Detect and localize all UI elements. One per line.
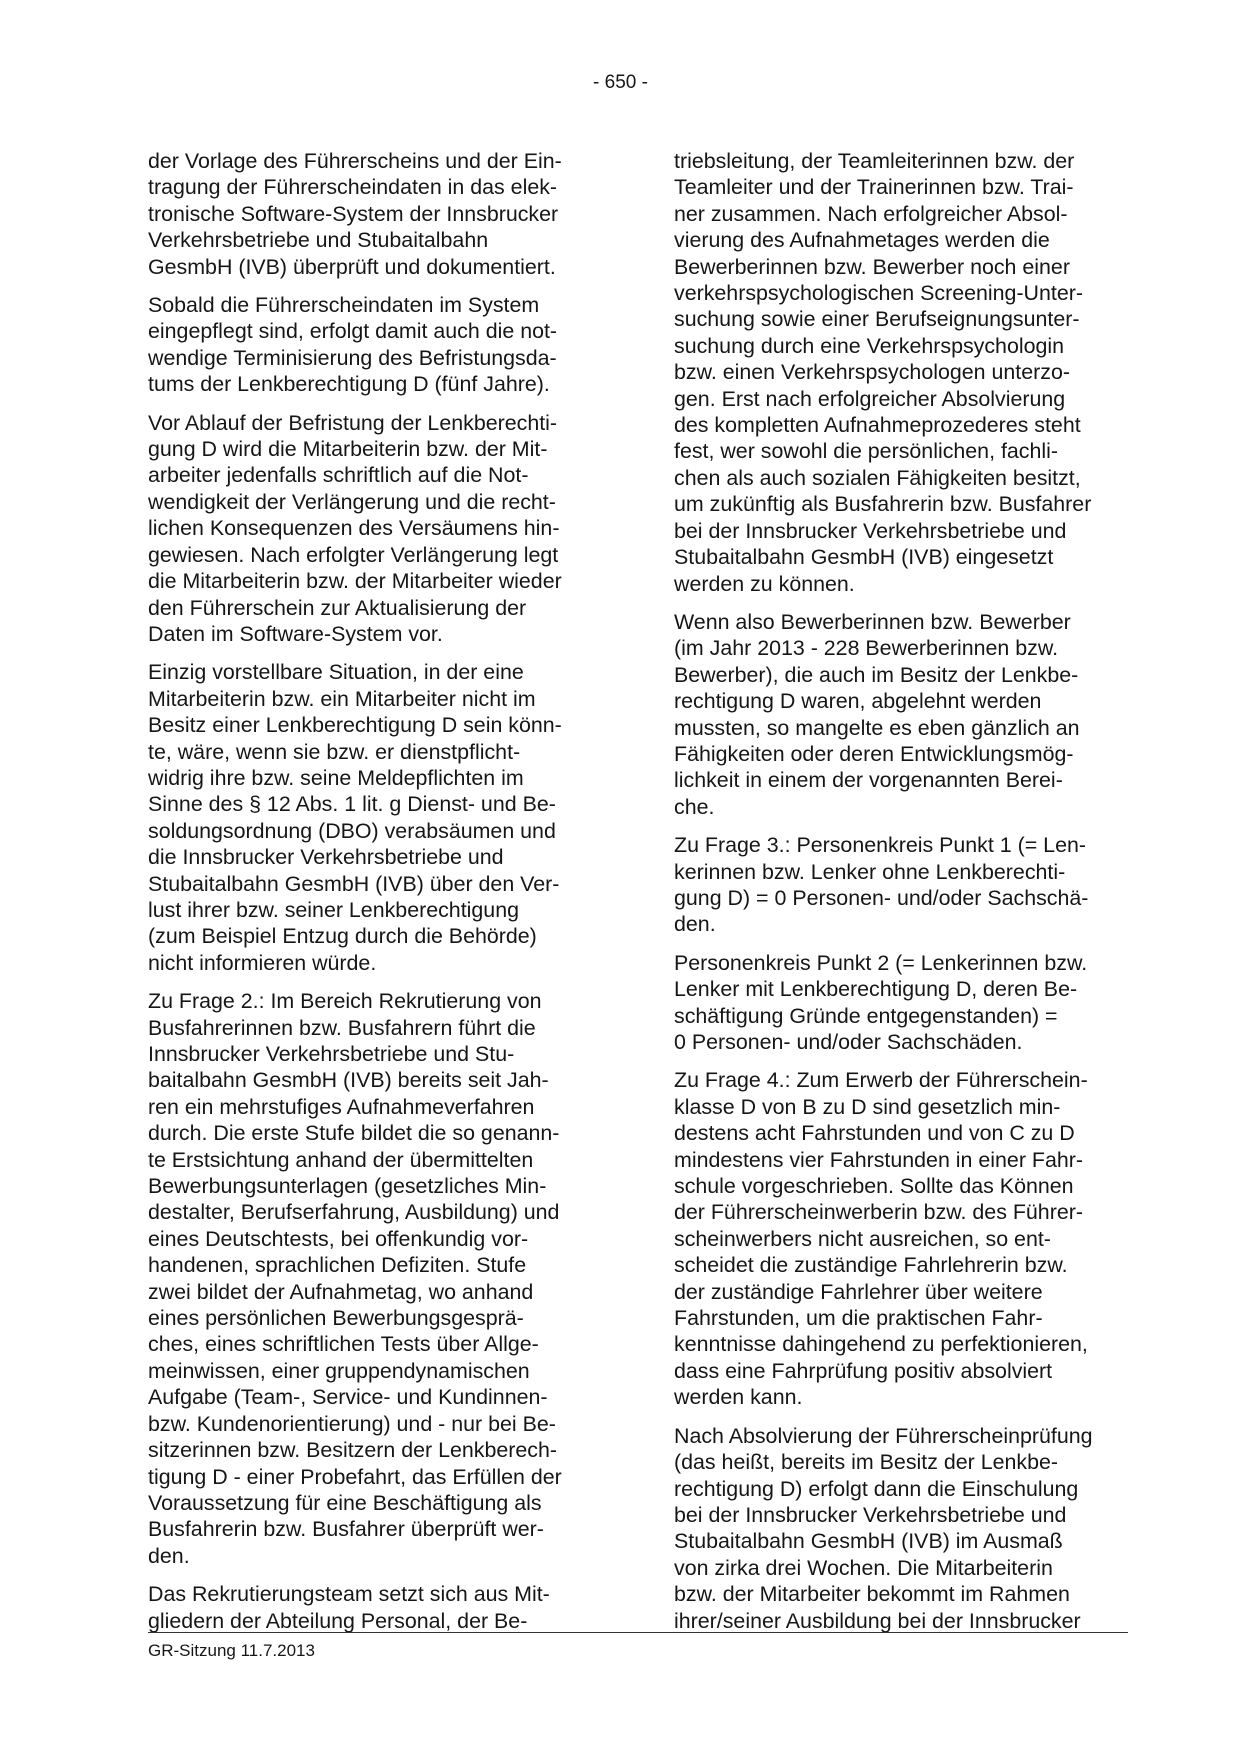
- text-line: Voraussetzung für eine Beschäftigung als: [148, 1490, 542, 1515]
- text-line: den.: [148, 1543, 190, 1568]
- text-line: Nach Absolvierung der Führerscheinprüfung: [674, 1423, 1093, 1448]
- text-line: dass eine Fahrprüfung positiv absolviert: [674, 1358, 1053, 1383]
- text-line: gen. Erst nach erfolgreicher Absolvierung: [674, 386, 1066, 411]
- text-line: Vor Ablauf der Befristung der Lenkberechti-: [148, 410, 558, 435]
- left-column: [148, 148, 593, 1646]
- text-line: bzw. einen Verkehrspsychologen unterzo-: [674, 360, 1070, 385]
- text-line: Stubaitalbahn GesmbH (IVB) über den Ver-: [148, 871, 560, 896]
- text-line: Fahrstunden, um die praktischen Fahr-: [674, 1306, 1043, 1331]
- right-column: [674, 148, 1119, 1646]
- text-line: sitzerinnen bzw. Besitzern der Lenkberech-: [148, 1438, 558, 1463]
- text-line: durch. Die erste Stufe bildet die so genann-: [148, 1121, 560, 1146]
- text-line: Innsbrucker Verkehrsbetriebe und Stu-: [148, 1042, 515, 1066]
- text-line: wendige Terminisierung des Befristungsda-: [148, 345, 557, 370]
- text-line: der Führerscheinwerberin bzw. des Führer-: [674, 1200, 1083, 1225]
- text-line: destens acht Fahrstunden und von C zu D: [674, 1121, 1075, 1146]
- text-line: handenen, sprachlichen Defiziten. Stufe: [148, 1253, 527, 1278]
- text-line: von zirka drei Wochen. Die Mitarbeiterin: [674, 1555, 1053, 1580]
- footer-session-date: GR-Sitzung 11.7.2013: [148, 1641, 315, 1660]
- paragraph: [674, 950, 1119, 1056]
- paragraph: [148, 292, 593, 398]
- text-line: Lenker mit Lenkberechtigung D, deren Be-: [674, 977, 1078, 1002]
- text-line: rechtigung D) erfolgt dann die Einschulung: [674, 1476, 1079, 1501]
- text-line: lust ihrer bzw. seiner Lenkberechtigung: [148, 897, 519, 922]
- text-line: gliedern der Abteilung Personal, der Be-: [148, 1608, 528, 1633]
- text-line: baitalbahn GesmbH (IVB) bereits seit Jah-: [148, 1068, 549, 1093]
- text-line: eines Deutschtests, bei offenkundig vor-: [148, 1226, 529, 1251]
- paragraph: [674, 832, 1119, 938]
- text-line: Mitarbeiterin bzw. ein Mitarbeiter nicht im: [148, 686, 536, 711]
- paragraph: [148, 1581, 593, 1634]
- text-line: fest, wer sowohl die persönlichen, fachli-: [674, 439, 1059, 464]
- text-line: rechtigung D waren, abgelehnt werden: [674, 689, 1042, 714]
- text-line: ren ein mehrstufiges Aufnahmeverfahren: [148, 1094, 535, 1119]
- text-line: eines persönlichen Bewerbungsgesprä-: [148, 1306, 524, 1331]
- text-line: ches, eines schriftlichen Tests über Allge-: [148, 1332, 539, 1357]
- paragraph: [674, 609, 1119, 820]
- text-line: ihrer/seiner Ausbildung bei der Innsbrucker: [674, 1608, 1081, 1633]
- text-line: 0 Personen- und/oder Sachschäden.: [674, 1030, 1023, 1054]
- paragraph: [674, 1067, 1119, 1410]
- text-line: die Innsbrucker Verkehrsbetriebe und: [148, 845, 504, 870]
- text-line: Stubaitalbahn GesmbH (IVB) eingesetzt: [674, 545, 1054, 570]
- text-line: bei der Innsbrucker Verkehrsbetriebe und: [674, 518, 1067, 543]
- text-line: schäftigung Gründe entgegenstanden) =: [674, 1003, 1058, 1028]
- text-line: Busfahrerin bzw. Busfahrer überprüft wer-: [148, 1517, 544, 1542]
- text-line: der Vorlage des Führerscheins und der Ein-: [148, 149, 562, 173]
- paragraph: [674, 1423, 1119, 1634]
- text-line: vierung des Aufnahmetages werden die: [674, 228, 1050, 253]
- text-line: Fähigkeiten oder deren Entwicklungsmög-: [674, 741, 1074, 766]
- page-number: - 650 -: [593, 72, 648, 93]
- text-line: te, wäre, wenn sie bzw. er dienstpflicht-: [148, 739, 521, 764]
- text-line: che.: [674, 794, 715, 819]
- text-line: zwei bildet der Aufnahmetag, wo anhand: [148, 1279, 534, 1304]
- text-line: Verkehrsbetriebe und Stubaitalbahn: [148, 228, 489, 253]
- text-line: ner zusammen. Nach erfolgreicher Absol-: [674, 201, 1068, 226]
- text-line: Das Rekrutierungsteam setzt sich aus Mit-: [148, 1582, 550, 1607]
- text-line: Zu Frage 4.: Zum Erwerb der Führerschein-: [674, 1068, 1088, 1093]
- text-line: die Mitarbeiterin bzw. der Mitarbeiter wieder: [148, 569, 562, 594]
- text-line: Sobald die Führerscheindaten im System: [148, 293, 540, 318]
- text-line: Einzig vorstellbare Situation, in der eine: [148, 660, 524, 685]
- text-line: triebsleitung, der Teamleiterinnen bzw. der: [674, 149, 1075, 173]
- paragraph: [148, 659, 593, 976]
- text-line: den Führerschein zur Aktualisierung der: [148, 595, 527, 620]
- paragraph: [674, 148, 1119, 597]
- text-line: den.: [674, 912, 716, 937]
- text-line: tums der Lenkberechtigung D (fünf Jahre).: [148, 372, 550, 397]
- text-line: lichkeit in einem der vorgenannten Berei-: [674, 768, 1063, 793]
- paragraph: [148, 988, 593, 1569]
- text-line: Aufgabe (Team-, Service- und Kundinnen-: [148, 1385, 548, 1410]
- text-line: tronische Software-System der Innsbrucker: [148, 201, 559, 226]
- text-line: widrig ihre bzw. seine Meldepflichten im: [148, 765, 524, 790]
- text-line: scheidet die zuständige Fahrlehrerin bzw.: [674, 1253, 1068, 1278]
- text-line: gewiesen. Nach erfolgter Verlängerung legt: [148, 542, 559, 567]
- text-line: Wenn also Bewerberinnen bzw. Bewerber: [674, 609, 1071, 634]
- text-line: eingepflegt sind, erfolgt damit auch die not-: [148, 319, 558, 344]
- text-line: scheinwerbers nicht ausreichen, so ent-: [674, 1226, 1051, 1251]
- text-line: tigung D - einer Probefahrt, das Erfüllen der: [148, 1464, 562, 1489]
- paragraph: [148, 410, 593, 648]
- text-line: Sinne des § 12 Abs. 1 lit. g Dienst- und Be-: [148, 792, 556, 817]
- text-line: (das heißt, bereits im Besitz der Lenkbe-: [674, 1450, 1059, 1475]
- text-line: kenntnisse dahingehend zu perfektionieren,: [674, 1332, 1088, 1357]
- text-line: werden kann.: [674, 1385, 803, 1410]
- text-line: arbeiter jedenfalls schriftlich auf die Not-: [148, 463, 529, 488]
- text-line: Teamleiter und der Trainerinnen bzw. Trai-: [674, 175, 1074, 200]
- text-line: bzw. Kundenorientierung) und - nur bei Be-: [148, 1411, 556, 1436]
- text-line: meinwissen, einer gruppendynamischen: [148, 1358, 530, 1383]
- text-line: suchung durch eine Verkehrspsychologin: [674, 333, 1065, 358]
- text-line: Bewerber), die auch im Besitz der Lenkbe-: [674, 662, 1079, 687]
- text-line: werden zu können.: [674, 571, 855, 596]
- text-line: Personenkreis Punkt 2 (= Lenkerinnen bzw.: [674, 950, 1088, 975]
- text-line: des kompletten Aufnahmeprozederes steht: [674, 413, 1081, 438]
- text-line: te Erstsichtung anhand der übermittelten: [148, 1147, 534, 1172]
- text-line: Zu Frage 3.: Personenkreis Punkt 1 (= Len-: [674, 833, 1086, 858]
- text-line: (zum Beispiel Entzug durch die Behörde): [148, 924, 537, 949]
- text-line: Bewerberinnen bzw. Bewerber noch einer: [674, 254, 1070, 279]
- text-line: gung D) = 0 Personen- und/oder Sachschä-: [674, 885, 1089, 910]
- text-line: mussten, so mangelte es eben gänzlich an: [674, 715, 1080, 740]
- text-line: der zuständige Fahrlehrer über weitere: [674, 1279, 1043, 1304]
- text-line: Busfahrerinnen bzw. Busfahrern führt die: [148, 1015, 536, 1040]
- text-line: bzw. der Mitarbeiter bekommt im Rahmen: [674, 1582, 1070, 1607]
- footer-divider: [148, 1632, 1128, 1633]
- text-line: mindestens vier Fahrstunden in einer Fahr-: [674, 1147, 1083, 1172]
- text-line: Daten im Software-System vor.: [148, 621, 443, 646]
- paragraph: [148, 148, 593, 280]
- text-line: GesmbH (IVB) überprüft und dokumentiert.: [148, 254, 556, 279]
- text-line: Stubaitalbahn GesmbH (IVB) im Ausmaß: [674, 1529, 1063, 1554]
- text-line: Bewerbungsunterlagen (gesetzliches Min-: [148, 1174, 547, 1199]
- text-line: wendigkeit der Verlängerung und die recht-: [148, 489, 556, 514]
- text-line: chen als auch sozialen Fähigkeiten besitzt,: [674, 465, 1081, 490]
- text-line: gung D wird die Mitarbeiterin bzw. der Mit-: [148, 437, 548, 462]
- text-line: verkehrspsychologischen Screening-Unter-: [674, 281, 1083, 306]
- text-line: lichen Konsequenzen des Versäumens hin-: [148, 516, 560, 541]
- text-line: Zu Frage 2.: Im Bereich Rekrutierung von: [148, 989, 542, 1014]
- text-line: tragung der Führerscheindaten in das elek-: [148, 175, 558, 200]
- text-line: Besitz einer Lenkberechtigung D sein könn-: [148, 713, 562, 738]
- text-line: destalter, Berufserfahrung, Ausbildung) und: [148, 1200, 560, 1225]
- text-line: soldungsordnung (DBO) verabsäumen und: [148, 818, 556, 843]
- text-line: suchung sowie einer Berufseignungsunter-: [674, 307, 1080, 332]
- text-line: kerinnen bzw. Lenker ohne Lenkberechti-: [674, 859, 1066, 884]
- text-line: (im Jahr 2013 - 228 Bewerberinnen bzw.: [674, 636, 1059, 661]
- text-line: schule vorgeschrieben. Sollte das Können: [674, 1174, 1074, 1199]
- text-line: klasse D von B zu D sind gesetzlich min-: [674, 1094, 1061, 1119]
- text-line: um zukünftig als Busfahrerin bzw. Busfahrer: [674, 492, 1092, 517]
- text-line: nicht informieren würde.: [148, 950, 377, 975]
- text-line: bei der Innsbrucker Verkehrsbetriebe und: [674, 1502, 1067, 1527]
